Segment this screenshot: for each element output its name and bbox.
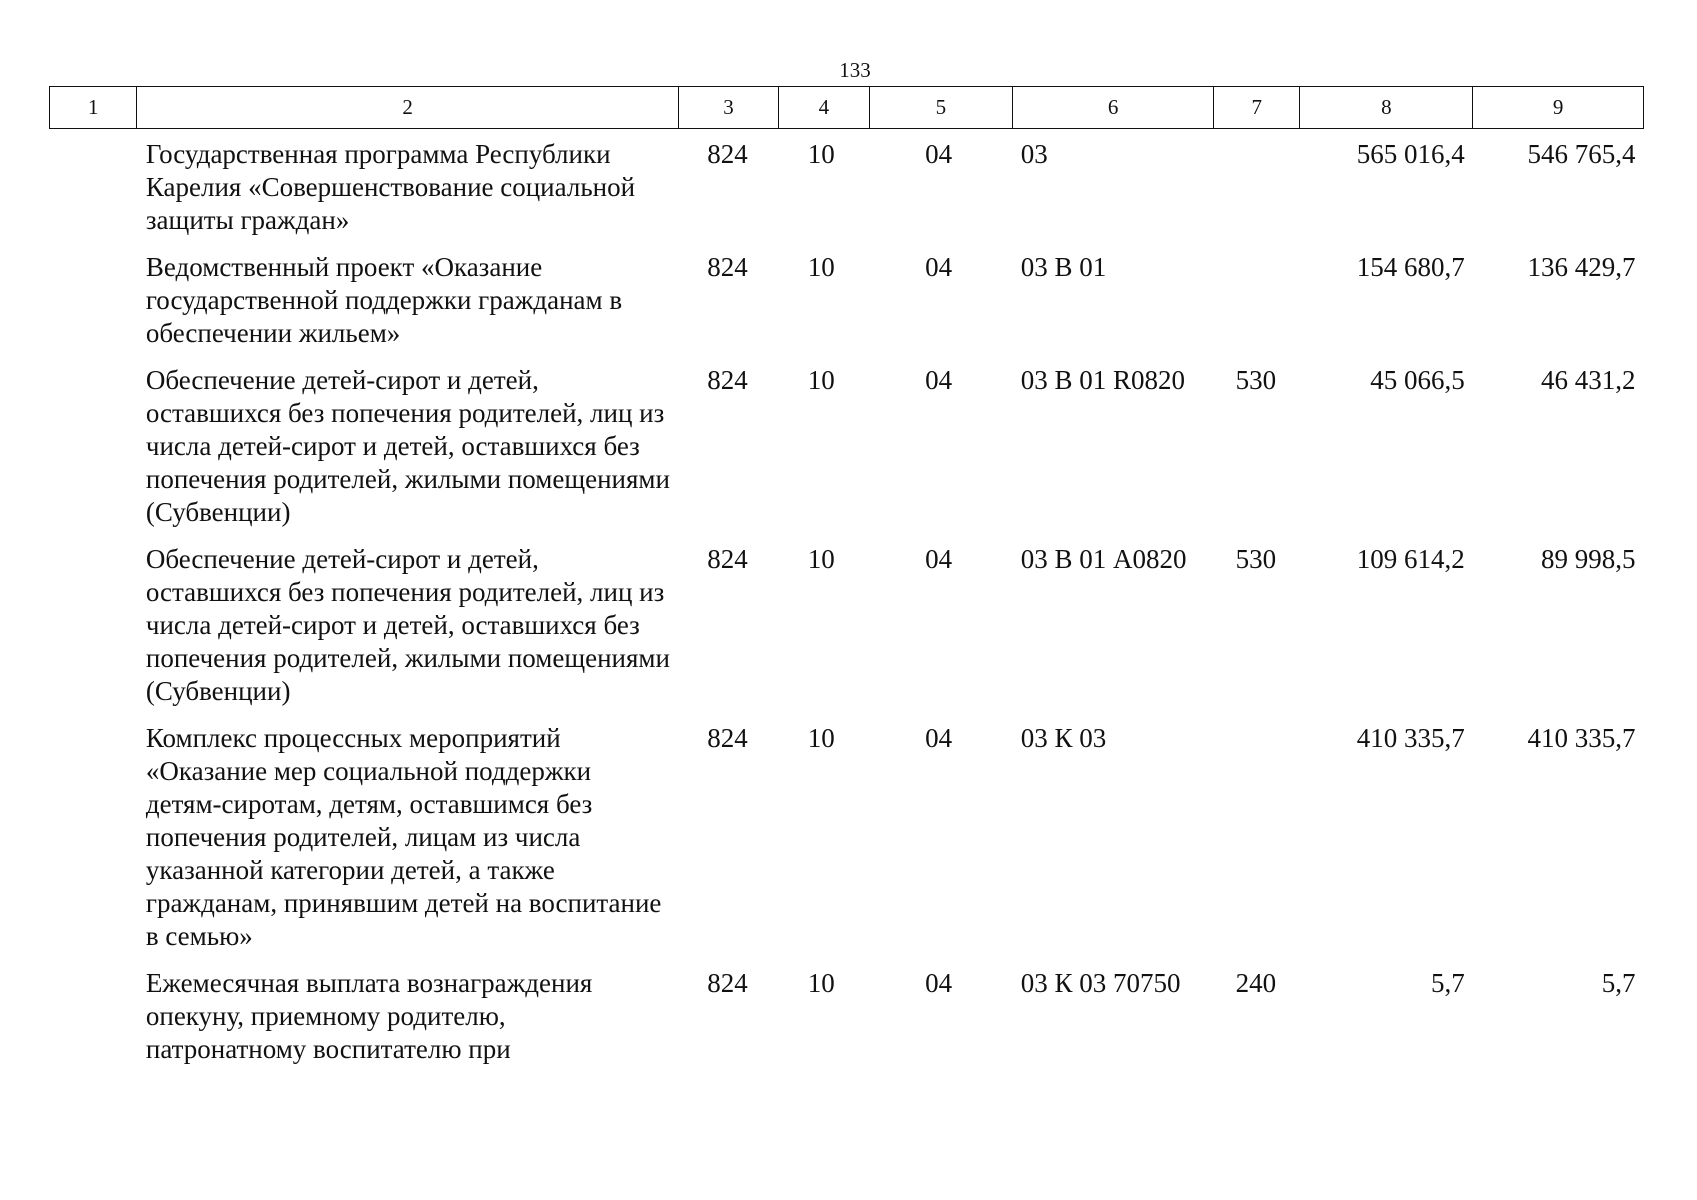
cell-ministry-code: 824 — [707, 968, 748, 998]
cell-ministry-code: 824 — [707, 139, 748, 169]
cell-subsection: 04 — [925, 723, 953, 753]
column-header: 5 — [869, 87, 1013, 129]
cell-subsection: 04 — [925, 968, 953, 998]
cell-name: Ежемесячная выплата вознаграждения опекуну, приемному родителю, патронатному воспитателю при — [145, 968, 593, 1064]
cell-ministry-code: 824 — [707, 723, 748, 753]
cell-subsection: 04 — [925, 139, 953, 169]
table-row — [50, 129, 1644, 252]
cell-name: Комплекс процессных мероприятий «Оказание мер социальной поддержки детям-сиротам, детям, оставшимся без попечения родителей, лицам из числа указанной категории детей, а также гражданам, принявшим детей на воспитание в семью» — [145, 723, 662, 951]
column-header: 7 — [1214, 87, 1300, 129]
cell-index — [50, 364, 137, 543]
cell-ministry-code: 824 — [707, 365, 748, 395]
cell-amount-year-1: 154 680,7 — [1356, 252, 1465, 282]
table-row — [50, 251, 1644, 364]
column-header: 9 — [1473, 87, 1644, 129]
cell-target-article: 03 В 01 — [1020, 252, 1107, 282]
cell-amount-year-2: 46 431,2 — [1541, 365, 1636, 395]
cell-target-article: 03 В 01 R0820 — [1020, 365, 1185, 395]
cell-expense-type — [1214, 722, 1300, 967]
cell-amount-year-1: 109 614,2 — [1356, 544, 1465, 574]
cell-name: Обеспечение детей-сирот и детей, оставшихся без попечения родителей, лиц из числа детей-сирот и детей, оставшихся без попечения родителей, жилыми помещениями (Субвенции) — [145, 365, 670, 527]
table-row — [50, 543, 1644, 722]
page-number: 133 — [839, 58, 871, 82]
cell-index — [50, 129, 137, 252]
cell-name: Государственная программа Республики Карелия «Совершенствование социальной защиты граждан» — [145, 139, 636, 235]
cell-index — [50, 251, 137, 364]
cell-subsection: 04 — [925, 365, 953, 395]
budget-table — [49, 86, 1644, 1080]
cell-amount-year-2: 89 998,5 — [1541, 544, 1636, 574]
cell-index — [50, 543, 137, 722]
cell-amount-year-1: 410 335,7 — [1356, 723, 1465, 753]
cell-index — [50, 967, 137, 1080]
cell-subsection: 04 — [925, 252, 953, 282]
cell-section: 10 — [807, 723, 835, 753]
column-header: 4 — [779, 87, 869, 129]
cell-name: Обеспечение детей-сирот и детей, оставшихся без попечения родителей, лиц из числа детей-сирот и детей, оставшихся без попечения родителей, жилыми помещениями (Субвенции) — [145, 544, 670, 706]
cell-target-article: 03 К 03 70750 — [1020, 968, 1181, 998]
cell-amount-year-2: 136 429,7 — [1527, 252, 1636, 282]
column-header: 2 — [137, 87, 678, 129]
table-row — [50, 967, 1644, 1080]
cell-amount-year-2: 410 335,7 — [1527, 723, 1636, 753]
table-header-row — [50, 87, 1644, 129]
cell-expense-type — [1214, 251, 1300, 364]
cell-expense-type — [1214, 129, 1300, 252]
cell-amount-year-1: 565 016,4 — [1356, 139, 1465, 169]
column-header: 1 — [50, 87, 137, 129]
cell-section: 10 — [807, 365, 835, 395]
cell-subsection: 04 — [925, 544, 953, 574]
cell-name: Ведомственный проект «Оказание государственной поддержки гражданам в обеспечении жильем» — [145, 252, 623, 348]
cell-target-article: 03 В 01 А0820 — [1020, 544, 1187, 574]
cell-amount-year-2: 5,7 — [1601, 968, 1636, 998]
table-row — [50, 364, 1644, 543]
cell-section: 10 — [807, 139, 835, 169]
cell-expense-type: 530 — [1235, 544, 1277, 574]
cell-ministry-code: 824 — [707, 252, 748, 282]
cell-amount-year-1: 45 066,5 — [1370, 365, 1465, 395]
cell-expense-type: 240 — [1235, 968, 1277, 998]
cell-section: 10 — [807, 968, 835, 998]
cell-expense-type: 530 — [1235, 365, 1277, 395]
cell-section: 10 — [807, 252, 835, 282]
column-header: 8 — [1300, 87, 1473, 129]
cell-target-article: 03 К 03 — [1020, 723, 1107, 753]
column-header: 3 — [678, 87, 778, 129]
cell-target-article: 03 — [1020, 139, 1048, 169]
cell-amount-year-2: 546 765,4 — [1527, 139, 1636, 169]
cell-amount-year-1: 5,7 — [1430, 968, 1465, 998]
column-header: 6 — [1013, 87, 1214, 129]
cell-section: 10 — [807, 544, 835, 574]
table-row — [50, 722, 1644, 967]
cell-index — [50, 722, 137, 967]
cell-ministry-code: 824 — [707, 544, 748, 574]
